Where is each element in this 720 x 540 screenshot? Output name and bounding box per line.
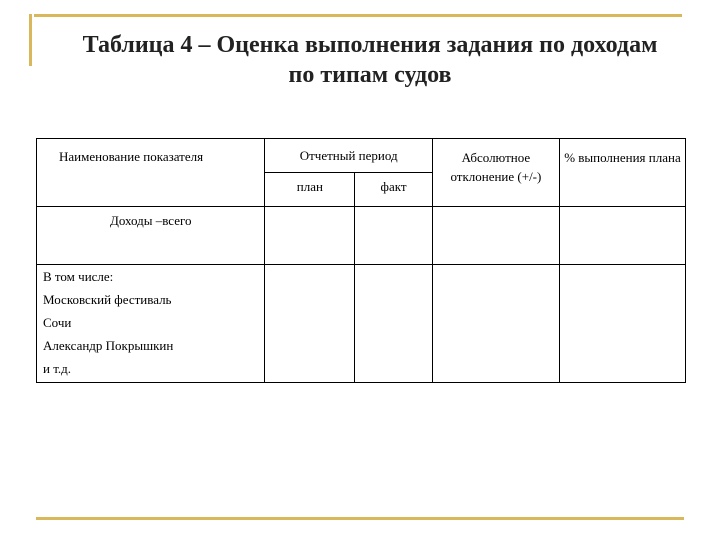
page-title xyxy=(40,30,700,90)
row-total-label-cell xyxy=(37,207,265,265)
cell-total-percent xyxy=(559,207,685,265)
header-plan xyxy=(265,173,355,207)
frame-left-line xyxy=(29,14,32,66)
header-deviation xyxy=(432,139,559,207)
cell-total-plan xyxy=(265,207,355,265)
header-period xyxy=(265,139,432,173)
cell-including-percent xyxy=(559,265,685,383)
cell-including-fact xyxy=(355,265,433,383)
row-total-label: Доходы –всего xyxy=(109,213,192,228)
list-item: Сочи xyxy=(43,315,72,330)
header-fact xyxy=(355,173,433,207)
header-plan-label: план xyxy=(296,179,323,194)
header-percent xyxy=(559,139,685,207)
header-percent-label: % выполнения плана xyxy=(564,150,681,165)
header-indicator-label: Наименование показателя xyxy=(59,149,204,164)
title-line-2: по типам судов xyxy=(288,62,452,88)
row-including-label-cell xyxy=(37,265,265,383)
title-line-1: Таблица 4 – Оценка выполнения задания по доходам xyxy=(82,32,658,58)
income-table xyxy=(36,138,686,383)
frame-top-line xyxy=(34,14,682,17)
cell-including-deviation xyxy=(432,265,559,383)
header-deviation-label: Абсолютное отклонение (+/-) xyxy=(450,150,542,184)
table-row xyxy=(37,265,686,383)
cell-including-plan xyxy=(265,265,355,383)
header-indicator xyxy=(37,139,265,207)
header-fact-label: факт xyxy=(380,179,407,194)
cell-total-deviation xyxy=(432,207,559,265)
frame-bottom-line xyxy=(36,517,684,520)
list-item: и т.д. xyxy=(43,361,72,376)
table-row xyxy=(37,207,686,265)
header-period-label: Отчетный период xyxy=(299,148,398,163)
list-item: Московский фестиваль xyxy=(43,292,172,307)
cell-total-fact xyxy=(355,207,433,265)
list-item: Александр Покрышкин xyxy=(43,338,174,353)
list-item: В том числе: xyxy=(43,269,114,284)
